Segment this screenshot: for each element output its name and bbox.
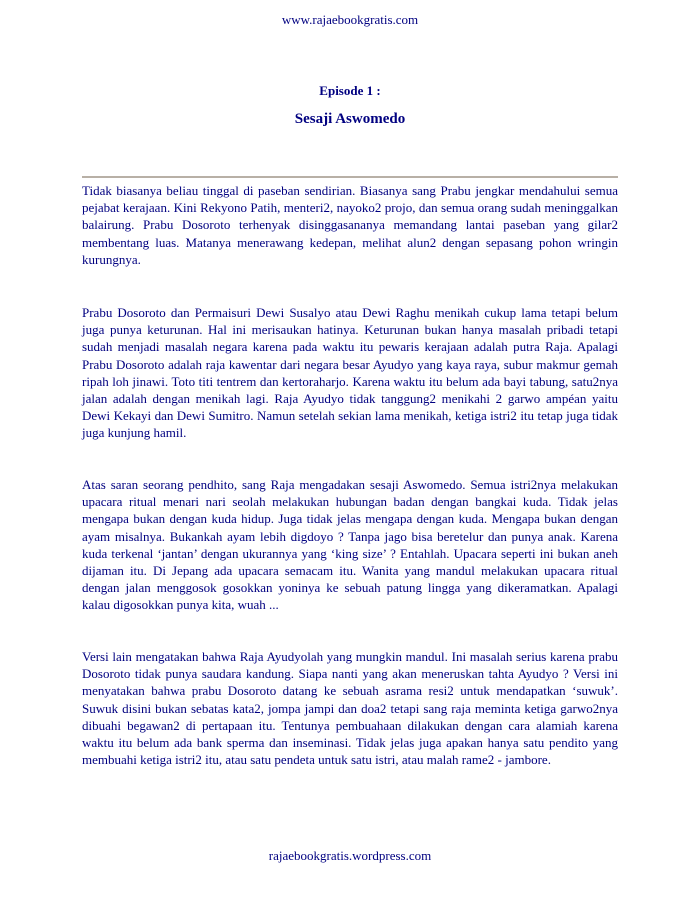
footer-url: rajaebookgratis.wordpress.com: [268, 848, 432, 863]
paragraph-3: Atas saran seorang pendhito, sang Raja mengadakan sesaji Aswomedo. Semua istri2nya melakukan upacara ritual menari nari seolah melakukan hubungan badan dengan bangkai kuda. Tidak jelas mengapa bukan dengan kuda hidup. Juga tidak jelas mengapa dengan kuda. Mengapa bukan dengan ayam misalnya. Bukankah ayam lebih digdoyo ? Tanpa jago bisa beretelur dan punya anak. Karena kuda terkenal ‘jantan’ dengan ukurannya yang ‘king size’ ? Entahlah. Upacara seperti ini bukan aneh dijaman itu. Di Jepang ada upacara semacam itu. Wanita yang mandul melakukan upacara ritual dengan jalan menggosok gosokkan yoninya ke sebuah patung lingga yang dikeramatkan. Apalagi kalau digosokkan punya kita, wuah ...: [82, 477, 618, 613]
chapter-title: Sesaji Aswomedo: [294, 111, 406, 127]
header-url: www.rajaebookgratis.com: [281, 12, 419, 27]
episode-label: Episode 1 :: [319, 83, 381, 98]
title-divider: [82, 176, 618, 178]
paragraph-4: Versi lain mengatakan bahwa Raja Ayudyolah yang mungkin mandul. Ini masalah serius karena prabu Dosoroto tidak punya saudara kandung. Siapa nanti yang akan meneruskan tahta Ayudyo ? Versi ini menyatakan bahwa prabu Dosoroto datang ke sebuah asrama resi2 untuk mendapatkan ‘suwuk’. Suwuk disini bukan sebatas kata2, jompa jampi dan doa2 tetapi sang raja meminta ketiga garwo2nya dibuahi begawan2 di pertapaan itu. Tentunya pembuahaan dilakukan dengan cara alamiah karena waktu itu belum ada bank sperma dan inseminasi. Tidak jelas juga apakan hanya satu pendito yang membuahi ketiga istri2 itu, atau satu pendeta untuk satu istri, atau malah rame2 - jambore.: [82, 649, 618, 768]
paragraph-2: Prabu Dosoroto dan Permaisuri Dewi Susalyo atau Dewi Raghu menikah cukup lama tetapi belum juga punya keturunan. Hal ini merisaukan hatinya. Keturunan bukan hanya masalah pribadi tetapi sudah menjadi masalah negara karena pada waktu itu pewaris kerajaan adalah putra Raja. Apalagi Prabu Dosoroto adalah raja kawentar dari negara besar Ayudyo yang kaya raya, subur makmur gemah ripah loh jinawi. Toto titi tentrem dan kertoraharjo. Karena waktu itu belum ada bayi tabung, satu2nya jalan adalah dengan menikah lagi. Raja Ayudyo tidak tanggung2 menikahi 2 garwo ampéan yaitu Dewi Kekayi dan Dewi Sumitro. Namun setelah sekian lama menikah, ketiga istri2 itu tetap juga tidak juga kunjung hamil.: [82, 305, 618, 441]
paragraph-1: Tidak biasanya beliau tinggal di paseban sendirian. Biasanya sang Prabu jengkar mendahului semua pejabat kerajaan. Kini Rekyono Patih, menteri2, nayoko2 projo, dan semua orang sudah meninggalkan balairung. Prabu Dosoroto terhenyak disinggasananya memandang lantai paseban yang gilar2 membentang luas. Matanya menerawang kedepan, melihat alun2 dengan sepasang pohon wringin kurungnya.: [82, 183, 618, 267]
